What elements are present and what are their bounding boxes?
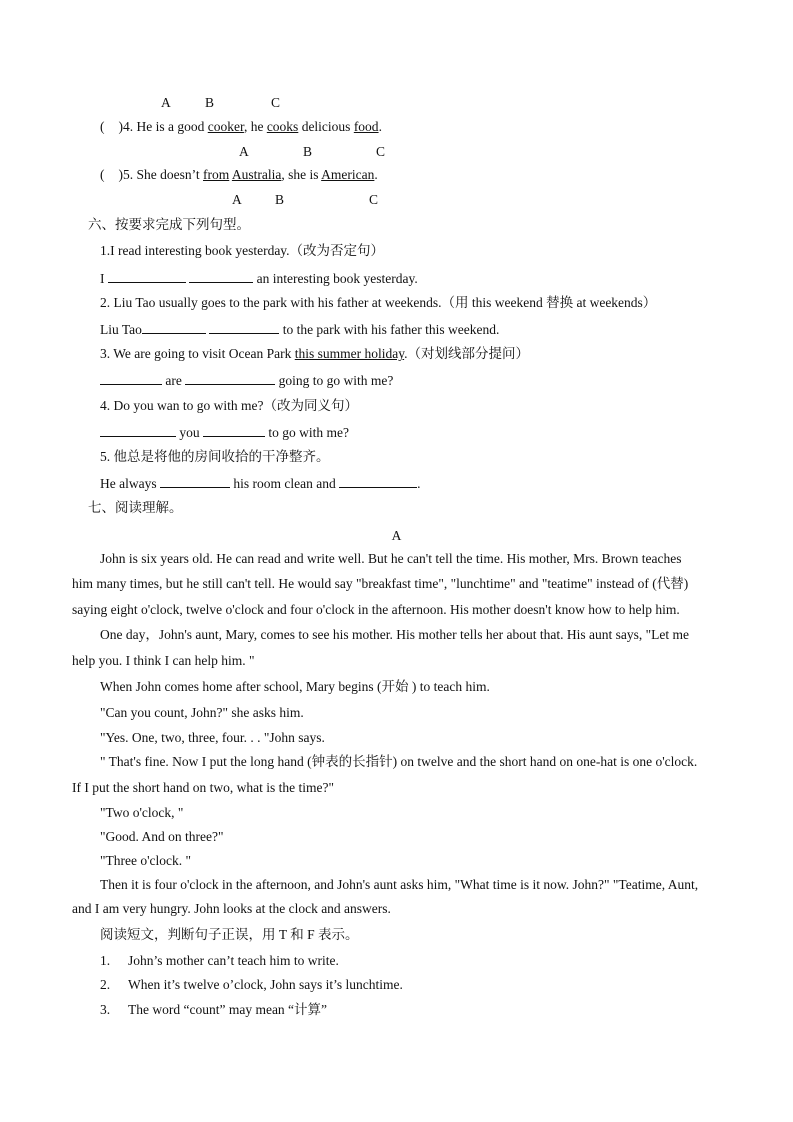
passage-label: A: [391, 528, 402, 543]
tf-num: 1.: [100, 953, 111, 968]
s6i3-underlined: this summer holiday: [294, 346, 405, 361]
option-b: B: [303, 144, 313, 159]
q4-word-a: cooker: [207, 119, 244, 134]
tf-item-1: [100, 952, 339, 970]
s6-answer-3: [100, 371, 393, 390]
option-b: B: [275, 192, 285, 207]
blank[interactable]: [160, 474, 230, 488]
tf-num: 2.: [100, 977, 111, 992]
s6-item-1: 1.I read interesting book yesterday.（改为否定句）: [100, 243, 385, 258]
passage-line: "Two o'clock, ": [100, 805, 184, 820]
option-c: C: [271, 95, 281, 110]
s6-answer-5: [100, 474, 420, 493]
option-a: A: [161, 95, 171, 110]
reading-instruction: 阅读短文，判断句子正误，用 T 和 F 表示。: [100, 927, 359, 942]
s6-item-5: 5. 他总是将他的房间收拾的干净整齐。: [100, 449, 330, 464]
blank[interactable]: [339, 474, 417, 488]
blank[interactable]: [142, 320, 206, 334]
s6a3-mid: are: [162, 373, 186, 388]
passage-line: "Can you count, John?" she asks him.: [100, 705, 304, 720]
passage-line: saying eight o'clock, twelve o'clock and four o'clock in the afternoon. His mother doesn't know how to help him.: [72, 602, 680, 617]
s6a5-post: .: [417, 476, 421, 491]
option-a: A: [232, 192, 242, 207]
section-7-title: 七、阅读理解。: [88, 500, 183, 515]
tf-item-2: [100, 976, 403, 994]
passage-line: When John comes home after school, Mary begins (开始 ) to teach him.: [100, 679, 490, 694]
passage-line: "Good. And on three?": [100, 829, 224, 844]
passage-line: " That's fine. Now I put the long hand (钟表的长指针) on twelve and the short hand on one-hat is one o'clock.: [100, 754, 698, 769]
s6-item-3: [100, 345, 529, 363]
tf-item-3: [100, 1001, 327, 1019]
s6-item-4: 4. Do you wan to go with me?（改为同义句）: [100, 398, 358, 413]
blank[interactable]: [189, 269, 253, 283]
passage-line: If I put the short hand on two, what is the time?": [72, 780, 334, 795]
q4-text-mid1: , he: [243, 119, 267, 134]
s6a1-pre: I: [100, 271, 108, 286]
passage-line: "Three o'clock. ": [100, 853, 192, 868]
q4-end: .: [378, 119, 382, 134]
s6a5-mid: his room clean and: [229, 476, 340, 491]
q5-word-b: Australia: [231, 167, 282, 182]
paren-open: (: [100, 167, 105, 182]
s6a1-post: an interesting book yesterday.: [253, 271, 418, 286]
blank[interactable]: [209, 320, 279, 334]
s6-answer-2: [100, 320, 499, 339]
blank[interactable]: [108, 269, 186, 283]
passage-line: him many times, but he still can't tell. He would say "breakfast time", "lunchtime" and "teatime" instead of (代替): [72, 576, 689, 591]
passage-line: "Yes. One, two, three, four. . . "John says.: [100, 730, 325, 745]
q4-word-c: food: [353, 119, 379, 134]
section-6-title: 六、按要求完成下列句型。: [88, 217, 250, 232]
question-4: [100, 118, 382, 136]
option-c: C: [376, 144, 386, 159]
passage-line: and I am very hungry. John looks at the clock and answers.: [72, 901, 391, 916]
q5-word-a: from: [203, 167, 230, 182]
q4-text-mid2: delicious: [298, 119, 354, 134]
blank[interactable]: [185, 371, 275, 385]
blank[interactable]: [203, 423, 265, 437]
option-a: A: [239, 144, 249, 159]
s6-answer-1: [100, 269, 418, 288]
tf-num: 3.: [100, 1002, 111, 1017]
tf-text: The word “count” may mean “计算”: [128, 1002, 328, 1017]
q5-end: .: [374, 167, 378, 182]
s6a5-pre: He always: [100, 476, 160, 491]
s6-answer-4: [100, 423, 349, 442]
s6a2-post: to the park with his father this weekend.: [279, 322, 500, 337]
blank[interactable]: [100, 371, 162, 385]
passage-line: help you. I think I can help him. ": [72, 653, 255, 668]
blank[interactable]: [100, 423, 176, 437]
question-5: [100, 166, 378, 184]
q5-word-c: American: [321, 167, 375, 182]
passage-line: John is six years old. He can read and write well. But he can't tell the time. His mother, Mrs. Brown teaches: [100, 551, 682, 566]
s6-item-2: 2. Liu Tao usually goes to the park with his father at weekends.（用 this weekend 替换 at weekends）: [100, 295, 657, 310]
option-c: C: [369, 192, 379, 207]
s6a4-mid: you: [176, 425, 203, 440]
tf-text: When it’s twelve o’clock, John says it’s lunchtime.: [128, 977, 403, 992]
s6i3-pre: 3. We are going to visit Ocean Park: [100, 346, 295, 361]
q4-word-b: cooks: [266, 119, 299, 134]
s6i3-post: .（对划线部分提问）: [404, 346, 529, 361]
tf-text: John’s mother can’t teach him to write.: [128, 953, 339, 968]
s6a4-post: to go with me?: [265, 425, 349, 440]
q4-text: )4. He is a good: [118, 119, 208, 134]
s6a3-post: going to go with me?: [275, 373, 394, 388]
option-b: B: [205, 95, 215, 110]
passage-line: Then it is four o'clock in the afternoon, and John's aunt asks him, "What time is it now. John?" "Teatime, Aunt,: [100, 877, 699, 892]
q5-text-mid2: , she is: [281, 167, 322, 182]
paren-open: (: [100, 119, 105, 134]
q5-text: )5. She doesn’t: [118, 167, 203, 182]
passage-line: One day，John's aunt, Mary, comes to see his mother. His mother tells her about that. His aunt says, "Let me: [100, 627, 689, 642]
s6a2-pre: Liu Tao: [100, 322, 142, 337]
